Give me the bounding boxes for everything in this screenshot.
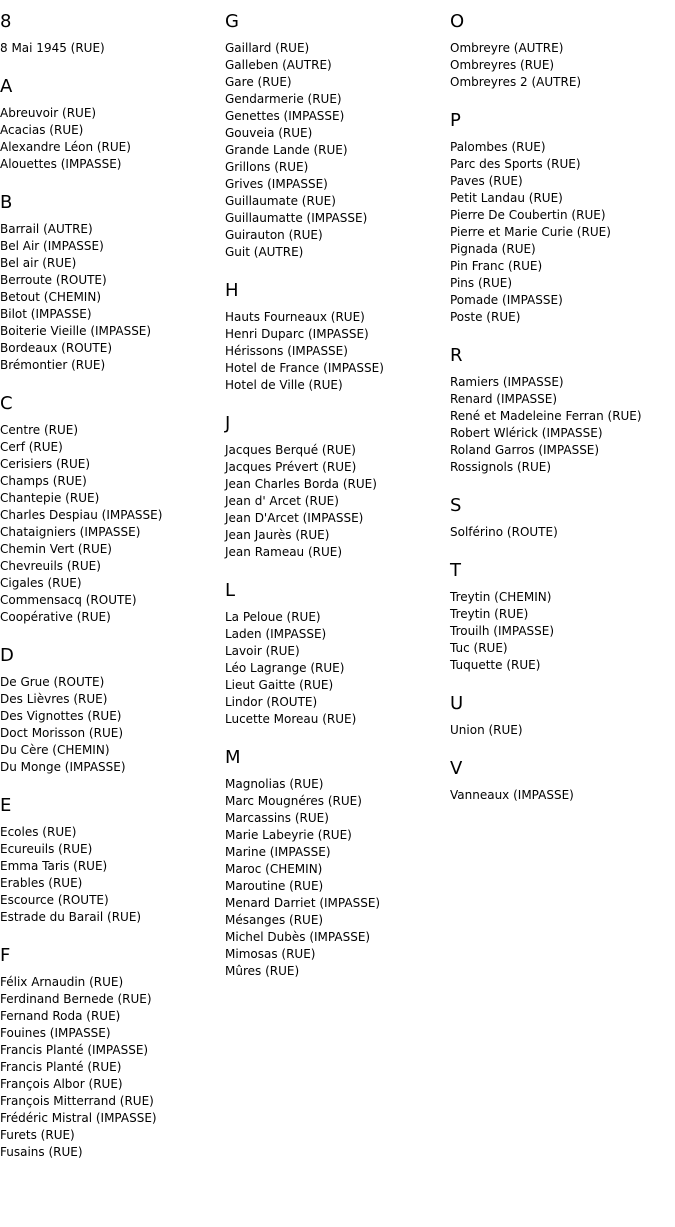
section-letter-heading: S <box>450 495 462 516</box>
street-entry: Estrade du Barail (RUE) <box>0 910 142 924</box>
street-entry: Marine (IMPASSE) <box>225 845 331 859</box>
street-index-column-3 <box>450 0 675 823</box>
street-entry: Jacques Prévert (RUE) <box>225 460 357 474</box>
street-entry: Alexandre Léon (RUE) <box>0 140 131 154</box>
street-entry: Guillaumatte (IMPASSE) <box>225 211 368 225</box>
street-entry: Jean Charles Borda (RUE) <box>225 477 377 491</box>
section-letter-heading: A <box>0 76 13 97</box>
section-letter-heading: P <box>450 110 461 131</box>
street-entry: Escource (ROUTE) <box>0 893 109 907</box>
street-entry: Bilot (IMPASSE) <box>0 307 92 321</box>
section-letter-heading: G <box>225 11 239 32</box>
street-entry: Des Lièvres (RUE) <box>0 692 108 706</box>
street-entry: Jean Jaurès (RUE) <box>225 528 330 542</box>
street-entry: François Mitterrand (RUE) <box>0 1094 154 1108</box>
street-entry: Pin Franc (RUE) <box>450 259 543 273</box>
street-list <box>450 589 675 674</box>
street-entry: Maroutine (RUE) <box>225 879 324 893</box>
street-entry: Robert Wlérick (IMPASSE) <box>450 426 603 440</box>
street-entry: Léo Lagrange (RUE) <box>225 661 345 675</box>
street-entry: Chemin Vert (RUE) <box>0 542 112 556</box>
street-list <box>450 40 675 91</box>
letter-section <box>450 11 675 91</box>
street-list <box>225 309 450 394</box>
street-list <box>450 787 675 804</box>
street-entry: Bel air (RUE) <box>0 256 77 270</box>
street-entry: Gouveia (RUE) <box>225 126 313 140</box>
street-entry: Magnolias (RUE) <box>225 777 324 791</box>
street-entry: Jean D'Arcet (IMPASSE) <box>225 511 364 525</box>
street-entry: Cerisiers (RUE) <box>0 457 91 471</box>
letter-section <box>225 747 450 980</box>
street-entry: Chantepie (RUE) <box>0 491 100 505</box>
street-entry: Pierre et Marie Curie (RUE) <box>450 225 611 239</box>
street-list <box>0 422 225 626</box>
street-entry: Fouines (IMPASSE) <box>0 1026 111 1040</box>
street-entry: Emma Taris (RUE) <box>0 859 108 873</box>
letter-section <box>450 345 675 476</box>
section-letter-heading: O <box>450 11 465 32</box>
street-list <box>0 40 225 57</box>
street-entry: Ferdinand Bernede (RUE) <box>0 992 152 1006</box>
street-entry: Paves (RUE) <box>450 174 523 188</box>
street-entry: Hérissons (IMPASSE) <box>225 344 348 358</box>
street-entry: Alouettes (IMPASSE) <box>0 157 122 171</box>
street-entry: Mésanges (RUE) <box>225 913 324 927</box>
street-index-column-2 <box>225 0 450 999</box>
street-entry: Parc des Sports (RUE) <box>450 157 581 171</box>
section-letter-heading: C <box>0 393 13 414</box>
street-list <box>450 374 675 476</box>
street-list <box>225 40 450 261</box>
street-entry: Tuc (RUE) <box>450 641 508 655</box>
street-entry: Hotel de Ville (RUE) <box>225 378 343 392</box>
letter-section <box>225 413 450 561</box>
street-entry: Chevreuils (RUE) <box>0 559 101 573</box>
street-entry: Guit (AUTRE) <box>225 245 304 259</box>
section-letter-heading: M <box>225 747 241 768</box>
letter-section <box>0 192 225 374</box>
street-index-column-1 <box>0 0 225 1180</box>
street-entry: Treytin (RUE) <box>450 607 529 621</box>
street-entry: Galleben (AUTRE) <box>225 58 332 72</box>
street-entry: Gare (RUE) <box>225 75 292 89</box>
letter-section <box>450 495 675 541</box>
street-entry: Brémontier (RUE) <box>0 358 106 372</box>
street-list <box>0 105 225 173</box>
street-entry: Bordeaux (ROUTE) <box>0 341 113 355</box>
street-list <box>225 609 450 728</box>
street-entry: Palombes (RUE) <box>450 140 546 154</box>
street-entry: De Grue (ROUTE) <box>0 675 105 689</box>
street-list <box>225 776 450 980</box>
street-entry: Furets (RUE) <box>0 1128 75 1142</box>
section-letter-heading: B <box>0 192 13 213</box>
letter-section <box>450 110 675 326</box>
street-entry: Mûres (RUE) <box>225 964 300 978</box>
letter-section <box>0 795 225 926</box>
letter-section <box>450 693 675 739</box>
street-entry: Abreuvoir (RUE) <box>0 106 97 120</box>
street-entry: Treytin (CHEMIN) <box>450 590 552 604</box>
street-entry: Michel Dubès (IMPASSE) <box>225 930 371 944</box>
street-entry: Du Monge (IMPASSE) <box>0 760 126 774</box>
letter-section <box>450 560 675 674</box>
section-letter-heading: J <box>225 413 231 434</box>
letter-section <box>0 11 225 57</box>
street-entry: Menard Darriet (IMPASSE) <box>225 896 381 910</box>
street-list <box>0 974 225 1161</box>
street-entry: Marcassins (RUE) <box>225 811 329 825</box>
street-entry: Jean Rameau (RUE) <box>225 545 343 559</box>
street-entry: Henri Duparc (IMPASSE) <box>225 327 369 341</box>
letter-section <box>225 280 450 394</box>
street-entry: Ombreyres 2 (AUTRE) <box>450 75 582 89</box>
street-entry: Hauts Fourneaux (RUE) <box>225 310 365 324</box>
street-entry: Boiterie Vieille (IMPASSE) <box>0 324 152 338</box>
street-entry: Du Cère (CHEMIN) <box>0 743 110 757</box>
street-entry: Grande Lande (RUE) <box>225 143 348 157</box>
street-entry: Erables (RUE) <box>0 876 83 890</box>
section-letter-heading: 8 <box>0 11 12 32</box>
street-list <box>225 442 450 561</box>
street-entry: Pignada (RUE) <box>450 242 536 256</box>
street-entry: Félix Arnaudin (RUE) <box>0 975 124 989</box>
street-entry: Roland Garros (IMPASSE) <box>450 443 600 457</box>
street-list <box>0 674 225 776</box>
street-entry: Rossignols (RUE) <box>450 460 552 474</box>
street-entry: Pomade (IMPASSE) <box>450 293 563 307</box>
letter-section <box>225 580 450 728</box>
street-entry: Lindor (ROUTE) <box>225 695 318 709</box>
street-entry: Mimosas (RUE) <box>225 947 316 961</box>
street-entry: Champs (RUE) <box>0 474 87 488</box>
street-entry: Guirauton (RUE) <box>225 228 323 242</box>
street-entry: Ecoles (RUE) <box>0 825 77 839</box>
street-entry: Chataigniers (IMPASSE) <box>0 525 141 539</box>
section-letter-heading: F <box>0 945 11 966</box>
letter-section <box>0 393 225 626</box>
street-entry: Genettes (IMPASSE) <box>225 109 345 123</box>
street-entry: Marie Labeyrie (RUE) <box>225 828 352 842</box>
letter-section <box>225 11 450 261</box>
street-entry: Francis Planté (RUE) <box>0 1060 122 1074</box>
street-entry: Ombreyres (RUE) <box>450 58 555 72</box>
street-entry: Guillaumate (RUE) <box>225 194 336 208</box>
street-entry: Gendarmerie (RUE) <box>225 92 342 106</box>
street-entry: François Albor (RUE) <box>0 1077 123 1091</box>
street-entry: Bel Air (IMPASSE) <box>0 239 104 253</box>
street-entry: Union (RUE) <box>450 723 523 737</box>
street-entry: Lavoir (RUE) <box>225 644 300 658</box>
street-entry: Lieut Gaitte (RUE) <box>225 678 334 692</box>
street-entry: Solférino (ROUTE) <box>450 525 558 539</box>
street-entry: Jacques Berqué (RUE) <box>225 443 356 457</box>
letter-section <box>0 76 225 173</box>
street-list <box>450 139 675 326</box>
street-entry: Charles Despiau (IMPASSE) <box>0 508 163 522</box>
street-entry: Petit Landau (RUE) <box>450 191 563 205</box>
street-entry: Ramiers (IMPASSE) <box>450 375 564 389</box>
street-entry: Hotel de France (IMPASSE) <box>225 361 384 375</box>
street-entry: Vanneaux (IMPASSE) <box>450 788 574 802</box>
section-letter-heading: T <box>450 560 461 581</box>
street-entry: Cigales (RUE) <box>0 576 82 590</box>
street-entry: Fusains (RUE) <box>0 1145 83 1159</box>
street-entry: Commensacq (ROUTE) <box>0 593 137 607</box>
street-entry: Berroute (ROUTE) <box>0 273 107 287</box>
street-list <box>0 824 225 926</box>
street-entry: Des Vignottes (RUE) <box>0 709 122 723</box>
street-entry: Lucette Moreau (RUE) <box>225 712 357 726</box>
street-entry: Frédéric Mistral (IMPASSE) <box>0 1111 157 1125</box>
section-letter-heading: L <box>225 580 236 601</box>
street-entry: Grives (IMPASSE) <box>225 177 328 191</box>
street-entry: Grillons (RUE) <box>225 160 309 174</box>
street-list <box>450 524 675 541</box>
letter-section <box>0 645 225 776</box>
street-entry: Barrail (AUTRE) <box>0 222 93 236</box>
section-letter-heading: V <box>450 758 463 779</box>
street-entry: Betout (CHEMIN) <box>0 290 102 304</box>
street-entry: La Peloue (RUE) <box>225 610 321 624</box>
street-entry: Ombreyre (AUTRE) <box>450 41 564 55</box>
street-entry: René et Madeleine Ferran (RUE) <box>450 409 642 423</box>
street-entry: Pierre De Coubertin (RUE) <box>450 208 606 222</box>
street-entry: Pins (RUE) <box>450 276 513 290</box>
street-entry: Jean d' Arcet (RUE) <box>225 494 339 508</box>
street-entry: Renard (IMPASSE) <box>450 392 558 406</box>
street-entry: Cerf (RUE) <box>0 440 63 454</box>
street-list <box>450 722 675 739</box>
street-entry: Marc Mougnéres (RUE) <box>225 794 362 808</box>
street-entry: Poste (RUE) <box>450 310 521 324</box>
street-entry: Tuquette (RUE) <box>450 658 541 672</box>
street-entry: Coopérative (RUE) <box>0 610 111 624</box>
street-entry: Doct Morisson (RUE) <box>0 726 123 740</box>
letter-section <box>450 758 675 804</box>
street-entry: Acacias (RUE) <box>0 123 84 137</box>
street-entry: Centre (RUE) <box>0 423 79 437</box>
section-letter-heading: R <box>450 345 463 366</box>
street-entry: Gaillard (RUE) <box>225 41 310 55</box>
section-letter-heading: H <box>225 280 239 301</box>
street-entry: Ecureuils (RUE) <box>0 842 93 856</box>
street-entry: Francis Planté (IMPASSE) <box>0 1043 149 1057</box>
section-letter-heading: E <box>0 795 12 816</box>
section-letter-heading: D <box>0 645 14 666</box>
street-entry: Trouilh (IMPASSE) <box>450 624 555 638</box>
street-list <box>0 221 225 374</box>
letter-section <box>0 945 225 1161</box>
street-entry: Laden (IMPASSE) <box>225 627 327 641</box>
street-entry: Maroc (CHEMIN) <box>225 862 323 876</box>
street-entry: 8 Mai 1945 (RUE) <box>0 41 105 55</box>
section-letter-heading: U <box>450 693 464 714</box>
street-entry: Fernand Roda (RUE) <box>0 1009 121 1023</box>
